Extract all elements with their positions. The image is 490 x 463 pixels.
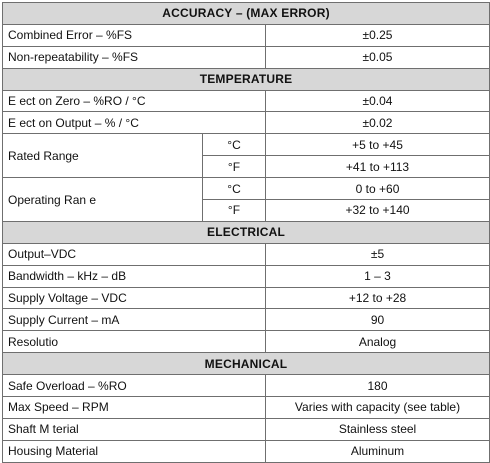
effect-on-output-value: ±0.02	[266, 112, 490, 134]
rated-range-value-c: +5 to +45	[266, 134, 490, 156]
section-header-row	[3, 221, 490, 243]
operating-range-label: Operating Ran e	[3, 178, 203, 222]
max-speed-value: Varies with capacity (see table)	[266, 397, 490, 419]
section-header-row	[3, 68, 490, 90]
shaft-material-label: Shaft M terial	[3, 418, 266, 440]
table-row	[3, 46, 490, 68]
supply-voltage-value: +12 to +28	[266, 287, 490, 309]
effect-on-zero-label: E ect on Zero – %RO / °C	[3, 90, 266, 112]
non-repeatability-label: Non-repeatability – %FS	[3, 46, 266, 68]
resolution-label: Resolutio	[3, 331, 266, 353]
supply-current-label: Supply Current – mA	[3, 309, 266, 331]
bandwidth-value: 1 – 3	[266, 265, 490, 287]
section-accuracy: ACCURACY – (MAX ERROR)	[3, 3, 490, 25]
operating-range-unit-f: °F	[203, 200, 266, 222]
output-label: Output–VDC	[3, 243, 266, 265]
housing-material-value: Aluminum	[266, 440, 490, 462]
section-temperature: TEMPERATURE	[3, 68, 490, 90]
section-header-row	[3, 353, 490, 375]
rated-range-value-f: +41 to +113	[266, 156, 490, 178]
table-row	[3, 309, 490, 331]
operating-range-value-c: 0 to +60	[266, 178, 490, 200]
effect-on-output-label: E ect on Output – % / °C	[3, 112, 266, 134]
safe-overload-value: 180	[266, 375, 490, 397]
section-electrical: ELECTRICAL	[3, 221, 490, 243]
effect-on-zero-value: ±0.04	[266, 90, 490, 112]
shaft-material-value: Stainless steel	[266, 418, 490, 440]
operating-range-unit-c: °C	[203, 178, 266, 200]
bandwidth-label: Bandwidth – kHz – dB	[3, 265, 266, 287]
housing-material-label: Housing Material	[3, 440, 266, 462]
combined-error-value: ±0.25	[266, 24, 490, 46]
table-row	[3, 24, 490, 46]
combined-error-label: Combined Error – %FS	[3, 24, 266, 46]
rated-range-label: Rated Range	[3, 134, 203, 178]
safe-overload-label: Safe Overload – %RO	[3, 375, 266, 397]
table-row	[3, 178, 490, 200]
section-header-row	[3, 3, 490, 25]
max-speed-label: Max Speed – RPM	[3, 397, 266, 419]
table-row	[3, 134, 490, 156]
output-value: ±5	[266, 243, 490, 265]
table-row	[3, 243, 490, 265]
supply-current-value: 90	[266, 309, 490, 331]
table-row	[3, 440, 490, 462]
table-row	[3, 397, 490, 419]
supply-voltage-label: Supply Voltage – VDC	[3, 287, 266, 309]
table-row	[3, 375, 490, 397]
non-repeatability-value: ±0.05	[266, 46, 490, 68]
operating-range-value-f: +32 to +140	[266, 200, 490, 222]
table-row	[3, 90, 490, 112]
table-row	[3, 331, 490, 353]
section-mechanical: MECHANICAL	[3, 353, 490, 375]
specifications-table	[2, 2, 490, 463]
resolution-value: Analog	[266, 331, 490, 353]
table-row	[3, 265, 490, 287]
rated-range-unit-c: °C	[203, 134, 266, 156]
table-row	[3, 418, 490, 440]
table-row	[3, 112, 490, 134]
table-row	[3, 287, 490, 309]
rated-range-unit-f: °F	[203, 156, 266, 178]
